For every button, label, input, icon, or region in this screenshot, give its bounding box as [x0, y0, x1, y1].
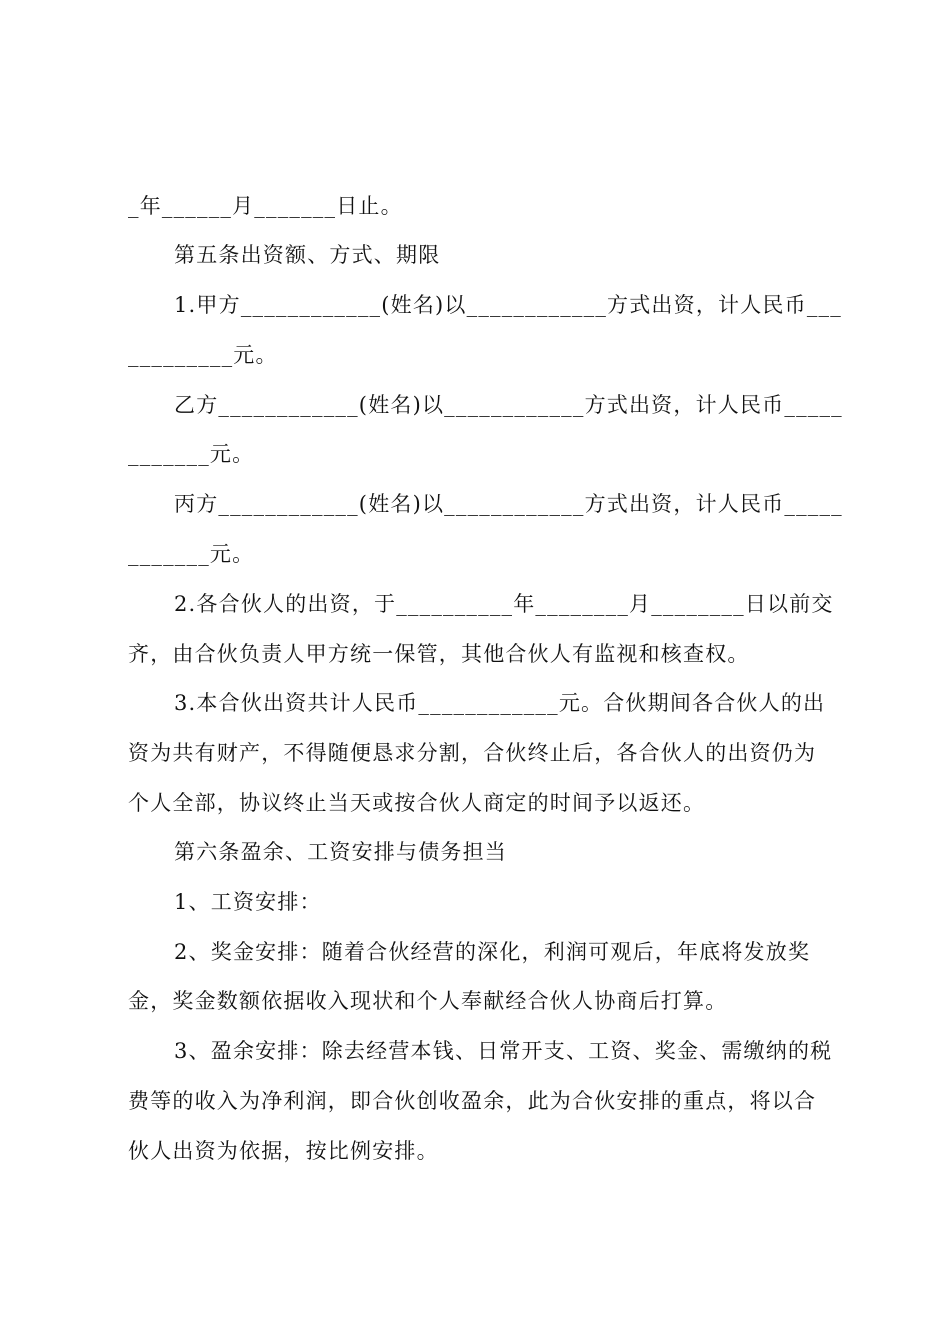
bonus-arrangement-line-2: 金，奖金数额依据收入现状和个人奉献经合伙人协商后打算。: [128, 989, 728, 1013]
clause-2-line-2: 齐，由合伙负责人甲方统一保管，其他合伙人有监视和核查权。: [128, 642, 750, 666]
salary-arrangement-line: 1、工资安排：: [174, 890, 322, 914]
party-b-amount-line: _______元。: [128, 442, 255, 466]
party-a-contribution-line: 1.甲方____________(姓名)以____________方式出资，计人民币___: [174, 293, 842, 317]
clause-3-line-3: 个人全部，协议终止当天或按合伙人商定的时间予以返还。: [128, 791, 706, 815]
surplus-arrangement-line-1: 3、盈余安排：除去经营本钱、日常开支、工资、奖金、需缴纳的税: [174, 1039, 833, 1063]
bonus-arrangement-line-1: 2、奖金安排：随着合伙经营的深化，利润可观后，年底将发放奖: [174, 940, 811, 964]
surplus-arrangement-line-2: 费等的收入为净利润，即合伙创收盈余，此为合伙安排的重点，将以合: [128, 1089, 817, 1113]
article-6-heading: 第六条盈余、工资安排与债务担当: [174, 840, 507, 864]
clause-2-line-1: 2.各合伙人的出资，于__________年________月________日以前交: [174, 592, 834, 616]
party-c-amount-line: _______元。: [128, 542, 255, 566]
date-end-line: _年______月_______日止。: [128, 194, 403, 218]
party-c-contribution-line: 丙方____________(姓名)以____________方式出资，计人民币_____: [174, 492, 843, 516]
clause-3-line-1: 3.本合伙出资共计人民币____________元。合伙期间各合伙人的出: [174, 691, 826, 715]
surplus-arrangement-line-3: 伙人出资为依据，按比例安排。: [128, 1139, 439, 1163]
clause-3-line-2: 资为共有财产，不得随便恳求分割，合伙终止后，各合伙人的出资仍为: [128, 741, 817, 765]
party-a-amount-line: _________元。: [128, 343, 278, 367]
party-b-contribution-line: 乙方____________(姓名)以____________方式出资，计人民币_____: [174, 393, 843, 417]
article-5-heading: 第五条出资额、方式、期限: [174, 243, 441, 267]
